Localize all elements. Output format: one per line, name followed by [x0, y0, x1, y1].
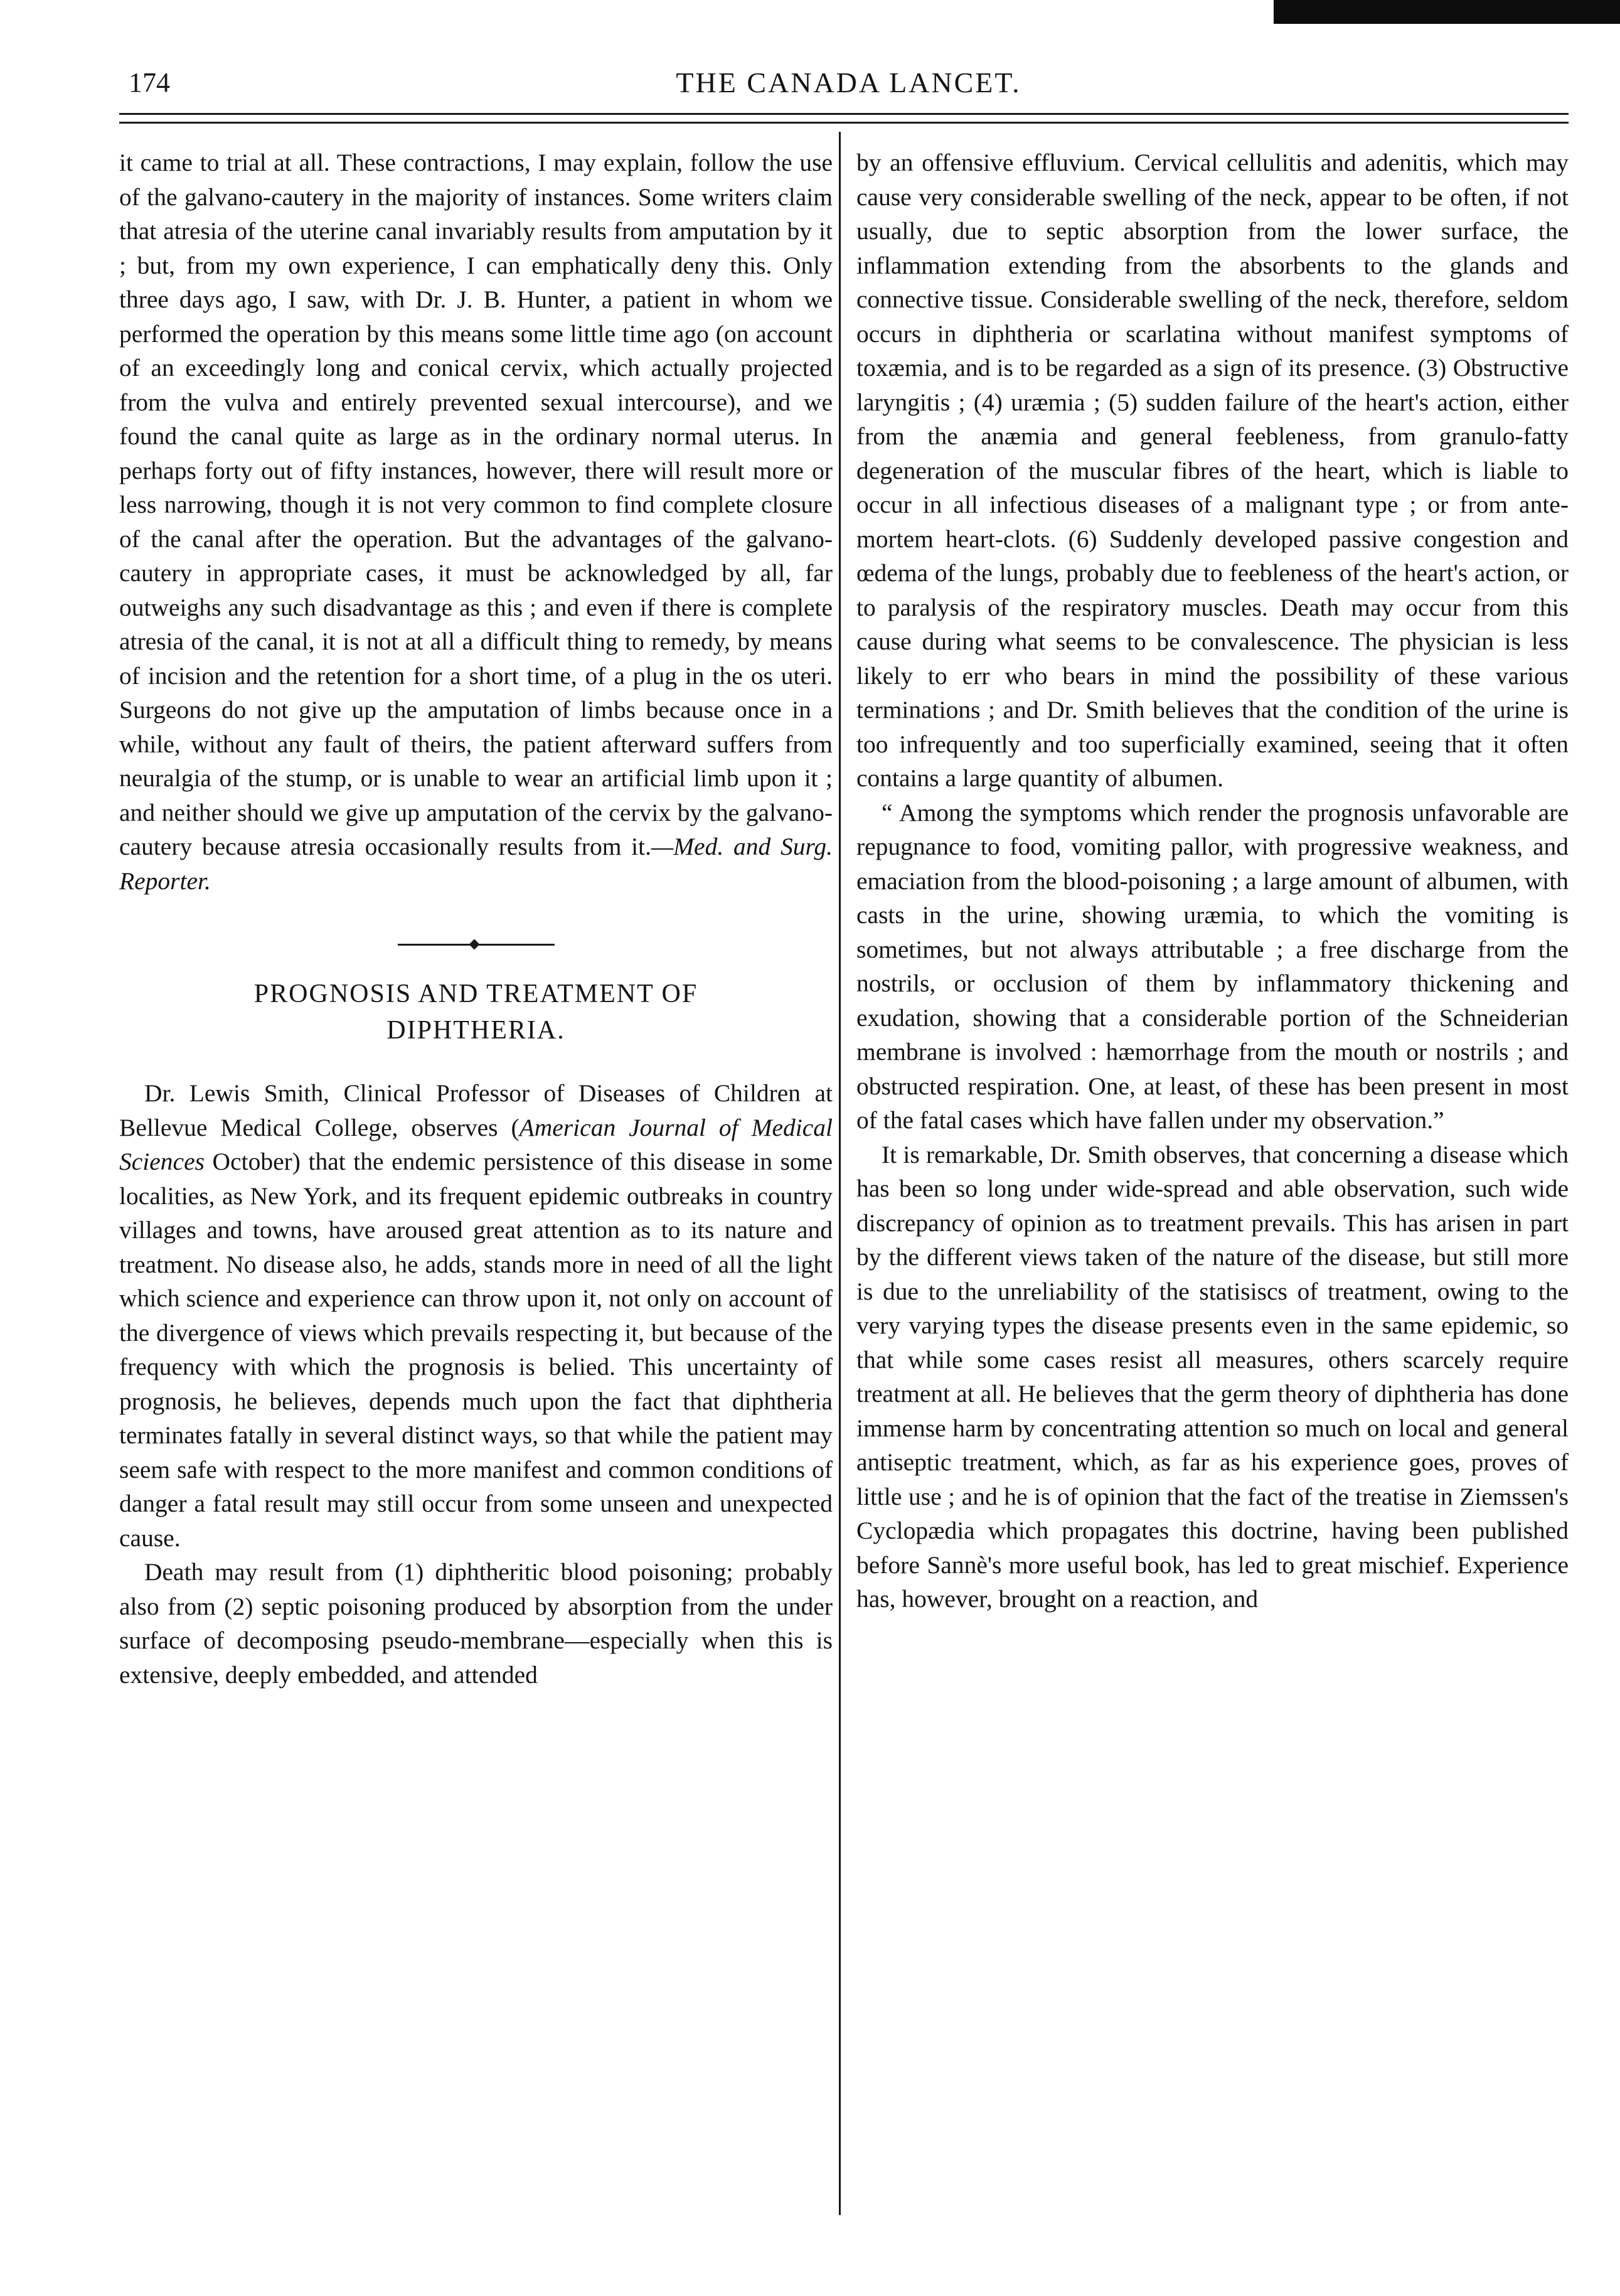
- header-rule-bottom: [119, 122, 1569, 124]
- column-divider: [839, 132, 841, 2215]
- right-paragraph-quote: “ Among the symptoms which render the prognosis unfavorable are repugnance to food, vomiting pallor, with progressive weakness, and emaciation from the blood-poisoning ; a large amount of albumen, with casts in the urine, showing uræmia, to which the vomiting is sometimes, but not always attributable ; a free discharge from the nostrils, or occlusion of them by inflammatory thickening and exudation, showing that a considerable portion of the Schneiderian membrane is involved : hæmorrhage from the mouth or nostrils ; and obstructed respiration. One, at least, of these has been present in most of the fatal cases which have fallen under my observation.”: [856, 798, 1569, 1134]
- continuation-paragraph: [119, 146, 833, 898]
- source-citation: —Med. and Surg. Reporter.: [119, 833, 833, 895]
- header-rule-top: [119, 113, 1569, 115]
- page-header: [129, 63, 1569, 103]
- article-title-line-1: PROGNOSIS AND TREATMENT OF: [253, 980, 698, 1008]
- page-number: 174: [129, 67, 170, 98]
- scan-edge-mark: [1274, 0, 1620, 24]
- running-title: THE CANADA LANCET.: [676, 67, 1021, 99]
- separator-diamond-icon: [469, 939, 479, 950]
- right-column: [856, 146, 1569, 1616]
- right-paragraph-1: by an offensive effluvium. Cervical cellulitis and adenitis, which may cause very considerable swelling of the neck, appear to be often, if not usually, due to septic absorption from the lower surface, the inflammation extending from the absorbents to the glands and connective tissue. Considerable swelling of the neck, therefore, seldom occurs in diphtheria or scarlatina without manifest symptoms of toxæmia, and is to be regarded as a sign of its presence. (3) Obstructive laryngitis ; (4) uræmia ; (5) sudden failure of the heart's action, either from the anæmia and general feebleness, from granulo-fatty degeneration of the muscular fibres of the heart, which is liable to occur in all infectious diseases of a malignant type ; or from ante-mortem heart-clots. (6) Suddenly developed passive congestion and œdema of the lungs, probably due to feebleness of the heart's action, or to paralysis of the respiratory muscles. Death may occur from this cause during what seems to be convalescence. The physician is less likely to err who bears in mind the possibility of these various terminations ; and Dr. Smith believes that the condition of the urine is too infrequently and too superficially examined, seeing that it often contains a large quantity of albumen.: [856, 149, 1569, 792]
- left-column: [119, 146, 833, 1692]
- right-paragraph-3: It is remarkable, Dr. Smith observes, that concerning a disease which has been so long under wide-spread and able observation, such wide discrepancy of opinion as to treatment prevails. This has arisen in part by the different views taken of the nature of the disease, but still more is due to the unreliability of the statisiscs of treatment, owing to the very varying types the disease presents even in the same epidemic, so that while some cases resist all measures, others scarcely require treatment at all. He believes that the germ theory of diphtheria has done immense harm by concentrating attention so much on local and general antiseptic treatment, which, as far as his experience goes, proves of little use ; and he is of opinion that the fact of the treatise in Ziemssen's Cyclopædia which propagates this doctrine, having been published before Sannè's more useful book, has led to great mischief. Experience has, however, brought on a reaction, and: [856, 1140, 1569, 1613]
- article-title-line-2: DIPHTHERIA.: [386, 1016, 565, 1045]
- article-paragraph-2: Death may result from (1) diphtheritic blood poisoning; probably also from (2) septic poisoning produced by absorption from the under surface of decomposing pseudo-membrane—especially when this is extensive, deeply embedded, and attended: [119, 1558, 833, 1689]
- continuation-text: it came to trial at all. These contractions, I may explain, follow the use of the galvano-cautery in the majority of instances. Some writers claim that atresia of the uterine canal invariably results from amputation by it ; but, from my own experience, I can emphatically deny this. Only three days ago, I saw, with Dr. J. B. Hunter, a patient in whom we performed the operation by this means some little time ago (on account of an exceedingly long and conical cervix, which actually projected from the vulva and entirely prevented sexual intercourse), and we found the canal quite as large as in the ordinary normal uterus. In perhaps forty out of fifty instances, however, there will result more or less narrowing, though it is not very common to find complete closure of the canal after the operation. But the advantages of the galvano-cautery in appropriate cases, it must be acknowledged by all, far outweighs any such disadvantage as this ; and even if there is complete atresia of the canal, it is not at all a difficult thing to remedy, by means of incision and the retention for a short time, of a plug in the os uteri. Surgeons do not give up the amputation of limbs because once in a while, without any fault of theirs, the patient afterward suffers from neuralgia of the stump, or is unable to wear an artificial limb upon it ; and neither should we give up amputation of the cervix by the galvano-cautery because atresia occasionally results from it.: [119, 149, 833, 860]
- paragraph-1-rest: October) that the endemic persistence of this disease in some localities, as New York, and its frequent epidemic outbreaks in country villages and towns, have aroused great attention as to its nature and treatment. No disease also, he adds, stands more in need of all the light which science and experience can throw upon it, not only on account of the divergence of views which prevails respecting it, but because of the frequency with which the prognosis is belied. This uncertainty of prognosis, he believes, depends much upon the fact that diphtheria terminates fatally in several distinct ways, so that while the patient may seem safe with respect to the more manifest and common conditions of danger a fatal result may still occur from some unseen and unexpected cause.: [119, 1148, 833, 1552]
- article-paragraph-1: [119, 1076, 833, 1555]
- journal-name: American Journal of Medical Sciences: [119, 1113, 833, 1175]
- section-separator-ornament: [398, 941, 555, 948]
- article-title: [119, 976, 833, 1049]
- paragraph-1-start: Dr. Lewis Smith, Clinical Professor of Diseases of Children at Bellevue Medical College, observes (: [119, 1079, 833, 1141]
